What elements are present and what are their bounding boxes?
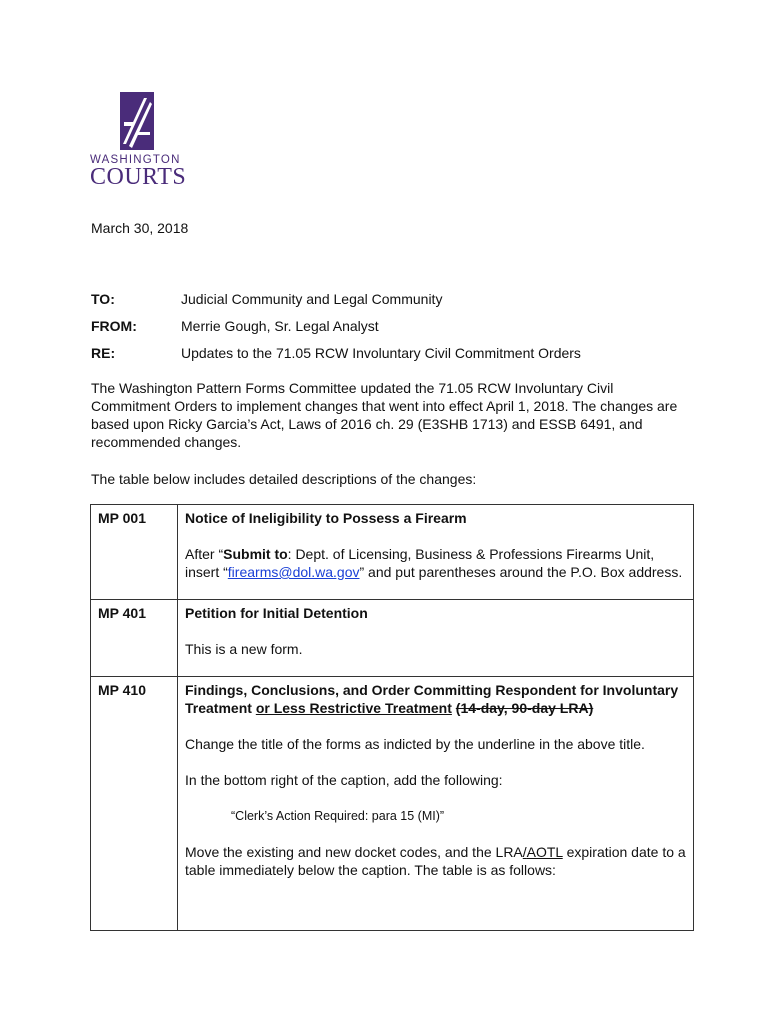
form-title: Petition for Initial Detention xyxy=(185,605,368,621)
washington-courts-logo xyxy=(90,92,190,188)
memo-date: March 30, 2018 xyxy=(91,220,189,236)
form-title: Notice of Ineligibility to Possess a Firearm xyxy=(185,510,467,526)
change-text: Change the title of the forms as indicted by the underline in the above title. xyxy=(185,736,645,752)
logo-text-washington: WASHINGTON xyxy=(90,154,181,166)
form-code: MP 001 xyxy=(91,505,178,600)
logo-text-courts: COURTS xyxy=(90,164,187,190)
quoted-caption-text: “Clerk’s Action Required: para 15 (MI)” xyxy=(231,809,445,823)
change-text: This is a new form. xyxy=(185,641,303,657)
courts-emblem-icon xyxy=(120,92,154,150)
email-link[interactable]: firearms@dol.wa.gov xyxy=(227,564,360,580)
change-text: Move the existing and new docket codes, and the LRA/AOTL expiration date to a table immediately below the caption. The table is as follows: xyxy=(185,844,686,878)
change-description xyxy=(178,505,694,600)
table-row xyxy=(91,600,694,677)
change-description xyxy=(178,600,694,677)
changes-table xyxy=(90,504,694,931)
table-intro-paragraph: The table below includes detailed descriptions of the changes: xyxy=(91,471,477,487)
from-label: FROM: xyxy=(91,318,137,334)
change-text: After “Submit to: Dept. of Licensing, Business & Professions Firearms Unit, insert “firearms@dol.wa.gov” and put parentheses around the P.O. Box address. xyxy=(185,546,683,580)
from-value: Merrie Gough, Sr. Legal Analyst xyxy=(181,318,379,334)
change-description xyxy=(178,677,694,931)
form-title: Findings, Conclusions, and Order Committing Respondent for Involuntary Treatment or Less Restrictive Treatment (14-day, 90-day LRA) xyxy=(185,682,679,716)
change-text: In the bottom right of the caption, add the following: xyxy=(185,772,503,788)
form-code: MP 410 xyxy=(91,677,178,931)
re-label: RE: xyxy=(91,345,116,361)
table-row xyxy=(91,505,694,600)
form-code: MP 401 xyxy=(91,600,178,677)
re-value: Updates to the 71.05 RCW Involuntary Civil Commitment Orders xyxy=(181,345,581,361)
table-row xyxy=(91,677,694,931)
to-label: TO: xyxy=(91,291,115,307)
intro-paragraph: The Washington Pattern Forms Committee updated the 71.05 RCW Involuntary Civil Commitment Orders to implement changes that went into effect April 1, 2018. The changes are based upon Ricky Garcia’s Act, Laws of 2016 ch. 29 (E3SHB 1713) and ESSB 6491, and recommended changes. xyxy=(91,380,678,450)
to-value: Judicial Community and Legal Community xyxy=(181,291,443,307)
